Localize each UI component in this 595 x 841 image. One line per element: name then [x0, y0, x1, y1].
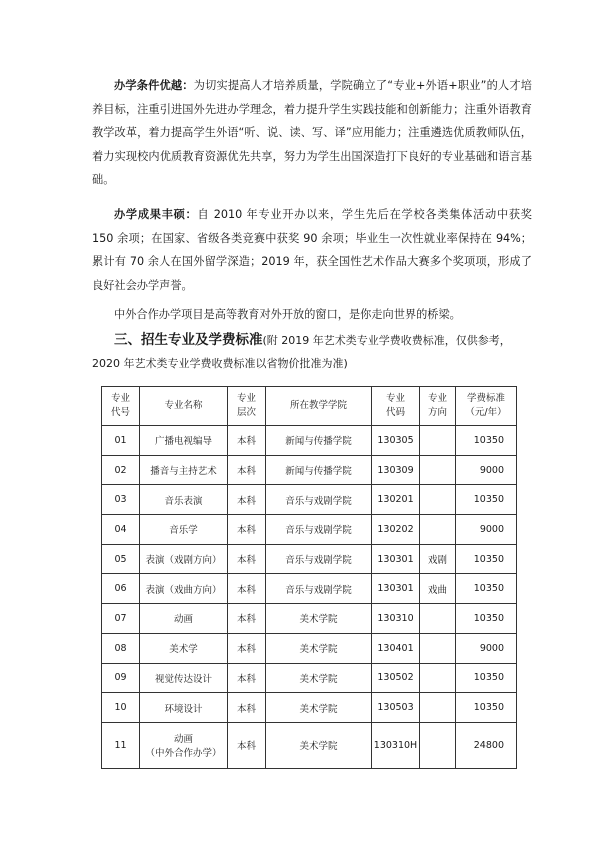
college-cell: 美术学院	[266, 633, 372, 663]
level-cell: 本科	[228, 426, 266, 456]
program-code-cell: 130305	[372, 426, 420, 456]
paragraph-lead: 办学成果丰硕：	[114, 208, 198, 221]
direction-cell	[420, 693, 456, 723]
college-cell: 音乐与戏剧学院	[266, 515, 372, 545]
table-row	[102, 544, 517, 574]
level-cell: 本科	[228, 604, 266, 634]
level-cell: 本科	[228, 544, 266, 574]
major-code-cell: 05	[102, 544, 140, 574]
major-name-cell: 音乐表演	[140, 485, 228, 515]
tuition-cell: 9000	[456, 455, 517, 485]
major-name-cell: 表演（戏剧方向）	[140, 544, 228, 574]
tuition-cell: 10350	[456, 693, 517, 723]
major-code-cell: 02	[102, 455, 140, 485]
college-cell: 音乐与戏剧学院	[266, 485, 372, 515]
program-code-cell: 130502	[372, 663, 420, 693]
college-cell: 美术学院	[266, 722, 372, 768]
table-header-row	[102, 387, 517, 426]
table-row	[102, 485, 517, 515]
paragraph-achievements	[92, 203, 532, 297]
major-code-cell: 04	[102, 515, 140, 545]
program-code-cell: 130310H	[372, 722, 420, 768]
section-note: (附 2019 年艺术类专业学费收费标准，仅供参考，2020 年艺术类专业学费收费标准以省物价批准为准)	[92, 334, 511, 370]
college-cell: 音乐与戏剧学院	[266, 574, 372, 604]
program-code-cell: 130201	[372, 485, 420, 515]
program-code-cell: 130310	[372, 604, 420, 634]
major-code-cell: 06	[102, 574, 140, 604]
tuition-table	[101, 386, 517, 769]
section-title: 三、招生专业及学费标准	[114, 332, 263, 348]
college-cell: 音乐与戏剧学院	[266, 544, 372, 574]
major-code-cell: 01	[102, 426, 140, 456]
major-code-cell: 09	[102, 663, 140, 693]
program-code-cell: 130301	[372, 544, 420, 574]
tuition-cell: 9000	[456, 633, 517, 663]
direction-cell	[420, 485, 456, 515]
major-code-cell: 10	[102, 693, 140, 723]
major-name-cell: 表演（戏曲方向）	[140, 574, 228, 604]
program-code-cell: 130301	[372, 574, 420, 604]
direction-cell	[420, 455, 456, 485]
column-header: 专业 方向	[420, 387, 456, 426]
level-cell: 本科	[228, 663, 266, 693]
paragraph-conditions	[92, 74, 532, 192]
level-cell: 本科	[228, 693, 266, 723]
tuition-cell: 10350	[456, 663, 517, 693]
column-header: 专业 代码	[372, 387, 420, 426]
major-name-cell: 播音与主持艺术	[140, 455, 228, 485]
table-row	[102, 663, 517, 693]
table-row	[102, 515, 517, 545]
level-cell: 本科	[228, 485, 266, 515]
college-cell: 美术学院	[266, 693, 372, 723]
table-body	[102, 426, 517, 769]
column-header: 专业名称	[140, 387, 228, 426]
program-code-cell: 130309	[372, 455, 420, 485]
major-name-cell: 动画	[140, 604, 228, 634]
college-cell: 新闻与传播学院	[266, 426, 372, 456]
level-cell: 本科	[228, 574, 266, 604]
major-name-cell: 视觉传达设计	[140, 663, 228, 693]
tuition-cell: 24800	[456, 722, 517, 768]
major-name-cell: 广播电视编导	[140, 426, 228, 456]
level-cell: 本科	[228, 722, 266, 768]
level-cell: 本科	[228, 633, 266, 663]
tuition-cell: 10350	[456, 604, 517, 634]
major-code-cell: 08	[102, 633, 140, 663]
college-cell: 新闻与传播学院	[266, 455, 372, 485]
paragraph-lead: 办学条件优越：	[114, 79, 194, 92]
major-name-cell: 动画 （中外合作办学）	[140, 722, 228, 768]
column-header: 专业 代号	[102, 387, 140, 426]
major-name-cell: 美术学	[140, 633, 228, 663]
column-header: 学费标准 （元/年）	[456, 387, 517, 426]
table-row	[102, 604, 517, 634]
level-cell: 本科	[228, 455, 266, 485]
table-row	[102, 633, 517, 663]
level-cell: 本科	[228, 515, 266, 545]
paragraph-text: 中外合作办学项目是高等教育对外开放的窗口，是你走向世界的桥梁。	[114, 308, 461, 321]
paragraph-text: 为切实提高人才培养质量，学院确立了“专业+外语+职业”的人才培养目标，注重引进国外先进办学理念，着力提升学生实践技能和创新能力；注重外语教育教学改革，着力提高学生外语“听、说、读、写、译”应用能力；注重遴选优质教师队伍，着力实现校内优质教育资源优先共享，努力为学生出国深造打下良好的专业基础和语言基础。	[92, 79, 532, 186]
table-row	[102, 693, 517, 723]
table-row	[102, 722, 517, 768]
paragraph-window	[92, 303, 532, 327]
direction-cell	[420, 604, 456, 634]
major-name-cell: 环境设计	[140, 693, 228, 723]
column-header: 所在教学学院	[266, 387, 372, 426]
tuition-cell: 10350	[456, 485, 517, 515]
direction-cell	[420, 633, 456, 663]
major-code-cell: 07	[102, 604, 140, 634]
section-heading	[92, 329, 532, 375]
table-row	[102, 455, 517, 485]
tuition-cell: 10350	[456, 426, 517, 456]
table-row	[102, 574, 517, 604]
paragraph-text: 自 2010 年专业开办以来，学生先后在学校各类集体活动中获奖 150 余项；在国家、省级各类竞赛中获奖 90 余项；毕业生一次性就业率保持在 94%；累计有 70 余人在国外留学深造；2019 年，获全国性艺术作品大赛多个奖项项，形成了良好社会办学声誉。	[92, 208, 532, 292]
major-code-cell: 03	[102, 485, 140, 515]
tuition-cell: 9000	[456, 515, 517, 545]
tuition-cell: 10350	[456, 574, 517, 604]
college-cell: 美术学院	[266, 604, 372, 634]
program-code-cell: 130401	[372, 633, 420, 663]
direction-cell	[420, 722, 456, 768]
direction-cell	[420, 663, 456, 693]
tuition-cell: 10350	[456, 544, 517, 574]
program-code-cell: 130503	[372, 693, 420, 723]
table-row	[102, 426, 517, 456]
major-code-cell: 11	[102, 722, 140, 768]
program-code-cell: 130202	[372, 515, 420, 545]
column-header: 专业 层次	[228, 387, 266, 426]
direction-cell: 戏剧	[420, 544, 456, 574]
college-cell: 美术学院	[266, 663, 372, 693]
direction-cell	[420, 515, 456, 545]
major-name-cell: 音乐学	[140, 515, 228, 545]
direction-cell: 戏曲	[420, 574, 456, 604]
direction-cell	[420, 426, 456, 456]
